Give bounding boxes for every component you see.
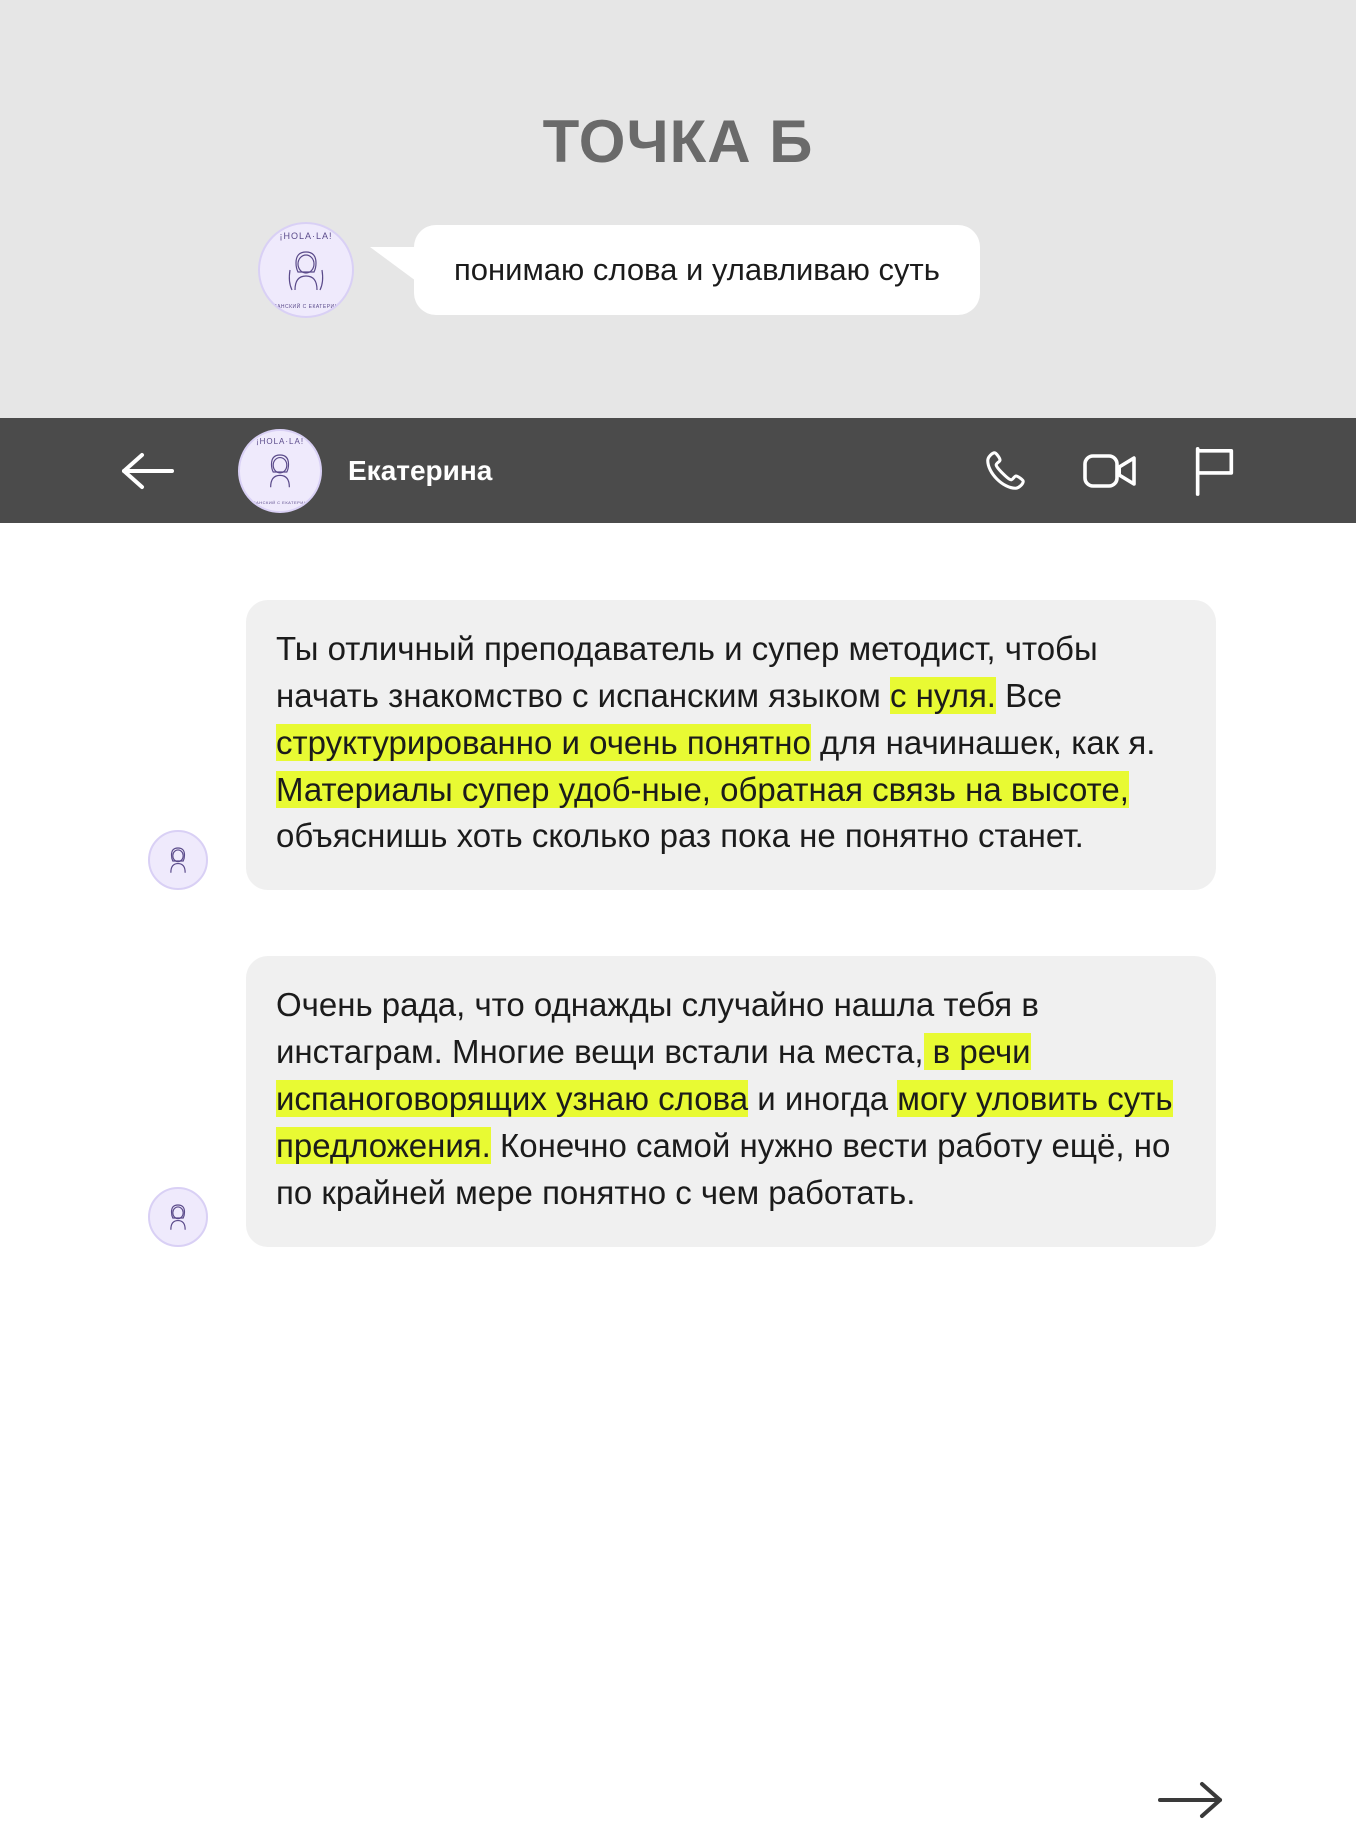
message-avatar bbox=[148, 1187, 208, 1247]
brand-logo-avatar bbox=[258, 222, 354, 318]
message-text: Очень рада, что однажды случайно нашла тебя в инстаграм. Многие вещи встали на места, bbox=[276, 986, 1039, 1071]
highlighted-text: структурированно и очень понятно bbox=[276, 723, 811, 761]
logo-top-text: ¡HOLA·LA! bbox=[255, 436, 305, 446]
contact-name: Екатерина bbox=[348, 454, 493, 486]
message-text: Все bbox=[995, 676, 1063, 714]
message-avatar bbox=[148, 830, 208, 890]
logo-woman-icon bbox=[165, 846, 191, 876]
video-camera-icon[interactable] bbox=[1082, 448, 1138, 494]
header-actions bbox=[982, 446, 1236, 496]
highlighted-text: могу уловить суть предложения. bbox=[276, 1080, 1173, 1164]
message-text: и иногда bbox=[748, 1080, 898, 1118]
message-text: Конечно самой нужно вести работу ещё, но по крайней мере понятно с чем работать. bbox=[276, 1126, 1171, 1211]
back-arrow-icon[interactable] bbox=[120, 451, 176, 491]
page-title: ТОЧКА Б bbox=[542, 108, 814, 175]
message-text: Ты отличный преподаватель и супер методист, чтобы начать знакомство с испанским языком bbox=[276, 630, 1098, 714]
top-banner bbox=[0, 0, 1356, 418]
phone-icon[interactable] bbox=[982, 448, 1028, 494]
message-bubble bbox=[246, 956, 1216, 1246]
logo-woman-icon bbox=[263, 453, 297, 491]
chat-message-list bbox=[0, 523, 1356, 1683]
message-text: объяснишь хоть сколько раз пока не понятно станет. bbox=[276, 817, 1084, 855]
contact-avatar[interactable] bbox=[238, 429, 322, 513]
message-bubble bbox=[246, 600, 1216, 890]
logo-bottom-text: ИСПАНСКИЙ С ЕКАТЕРИНОЙ bbox=[245, 499, 315, 505]
logo-top-text: ¡HOLA·LA! bbox=[279, 231, 333, 242]
highlighted-text: Материалы супер удоб-ные, обратная связь на высоте, bbox=[276, 770, 1129, 808]
message-row bbox=[0, 523, 1356, 890]
arrow-right-icon[interactable] bbox=[1156, 1778, 1226, 1822]
highlighted-text: в речи испаноговорящих узнаю слова bbox=[276, 1033, 1031, 1118]
speech-bubble: понимаю слова и улавливаю суть bbox=[414, 225, 980, 314]
message-row bbox=[0, 890, 1356, 1246]
logo-bottom-text: ИСПАНСКИЙ С ЕКАТЕРИНОЙ bbox=[264, 303, 348, 310]
chat-header-bar bbox=[0, 418, 1356, 523]
logo-woman-icon bbox=[165, 1203, 191, 1233]
message-text: для начинашек, как я. bbox=[810, 723, 1156, 761]
highlighted-text: с нуля. bbox=[890, 676, 996, 714]
banner-quote bbox=[258, 222, 980, 318]
flag-icon[interactable] bbox=[1192, 446, 1236, 496]
logo-woman-icon bbox=[286, 250, 326, 294]
